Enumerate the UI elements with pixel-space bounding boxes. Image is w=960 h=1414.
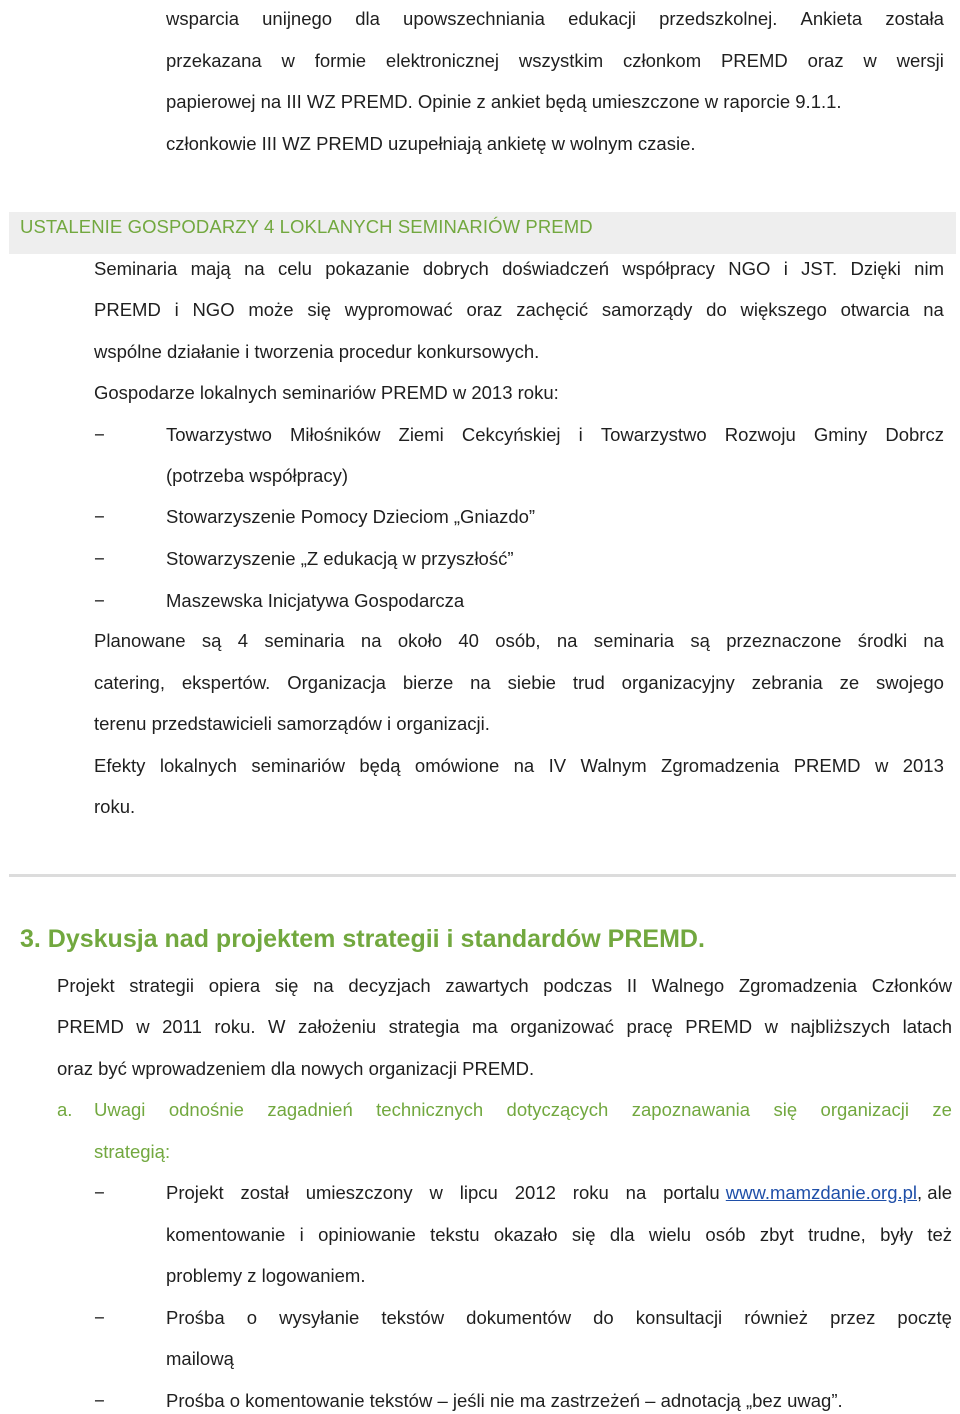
text-line: PREMD i NGO może się wypromować oraz zachęcić samorządy do większego otwarcia na [94,299,944,320]
bullet-dash: − [94,590,105,611]
subsection-title-continuation: strategią: [94,1141,171,1162]
list-item: Prośba o wysyłanie tekstów dokumentów do konsultacji również przez pocztę [166,1307,952,1328]
list-item-text: , ale [917,1182,952,1203]
list-item: Maszewska Inicjatywa Gospodarcza [166,590,465,611]
section-heading: 3. Dyskusja nad projektem strategii i standardów PREMD. [20,925,705,953]
sublist-marker: a. [57,1099,73,1120]
text-line: catering, ekspertów. Organizacja bierze na siebie trud organizacyjny zebrania ze swojego [94,672,944,693]
text-line: oraz być wprowadzeniem dla nowych organizacji PREMD. [57,1058,535,1079]
list-item-text: Projekt został umieszczony w lipcu 2012 roku na portalu [166,1182,720,1203]
list-item-continuation: mailową [166,1348,234,1369]
list-item [166,1181,952,1205]
text-line: Gospodarze lokalnych seminariów PREMD w 2013 roku: [94,382,559,403]
text-line: Planowane są 4 seminaria na około 40 osób, na seminaria są przeznaczone środki na [94,630,944,651]
text-line: wspólne działanie i tworzenia procedur konkursowych. [94,341,540,362]
bullet-dash: − [94,1182,105,1203]
text-line: członkowie III WZ PREMD uzupełniają ankietę w wolnym czasie. [166,133,696,154]
bullet-dash: − [94,548,105,569]
text-line: Seminaria mają na celu pokazanie dobrych doświadczeń współpracy NGO i JST. Dzięki nim [94,258,944,279]
bullet-dash: − [94,1307,105,1328]
text-line: Projekt strategii opiera się na decyzjach zawartych podczas II Walnego Zgromadzenia Członków [57,975,952,996]
section-title: USTALENIE GOSPODARZY 4 LOKLANYCH SEMINARIÓW PREMD [20,216,593,237]
bullet-dash: − [94,506,105,527]
list-item-continuation: (potrzeba współpracy) [166,465,348,486]
list-item: Stowarzyszenie Pomocy Dzieciom „Gniazdo” [166,506,536,527]
subsection-title: Uwagi odnośnie zagadnień technicznych dotyczących zapoznawania się organizacji ze [94,1099,952,1120]
text-line: przekazana w formie elektronicznej wszystkim członkom PREMD oraz w wersji [166,50,944,71]
text-line: wsparcia unijnego dla upowszechniania edukacji przedszkolnej. Ankieta została [166,8,944,29]
portal-link[interactable]: www.mamzdanie.org.pl [725,1182,918,1203]
text-line: PREMD w 2011 roku. W założeniu strategia ma organizować pracę PREMD w najbliższych latach [57,1016,952,1037]
list-item-continuation: komentowanie i opiniowanie tekstu okazało się dla wielu osób zbyt trudne, były też [166,1224,952,1245]
list-item-continuation: problemy z logowaniem. [166,1265,366,1286]
list-item: Stowarzyszenie „Z edukacją w przyszłość” [166,548,514,569]
bullet-dash: − [94,424,105,445]
list-item: Towarzystwo Miłośników Ziemi Cekcyńskiej i Towarzystwo Rozwoju Gminy Dobrcz [166,424,944,445]
text-line: roku. [94,796,136,817]
bullet-dash: − [94,1390,105,1411]
text-line: terenu przedstawicieli samorządów i organizacji. [94,713,490,734]
text-line: papierowej na III WZ PREMD. Opinie z ankiet będą umieszczone w raporcie 9.1.1. [166,91,842,112]
list-item: Prośba o komentowanie tekstów – jeśli nie ma zastrzeżeń – adnotacją „bez uwag”. [166,1390,843,1411]
text-line: Efekty lokalnych seminariów będą omówione na IV Walnym Zgromadzenia PREMD w 2013 [94,755,944,776]
section-divider [9,874,956,877]
